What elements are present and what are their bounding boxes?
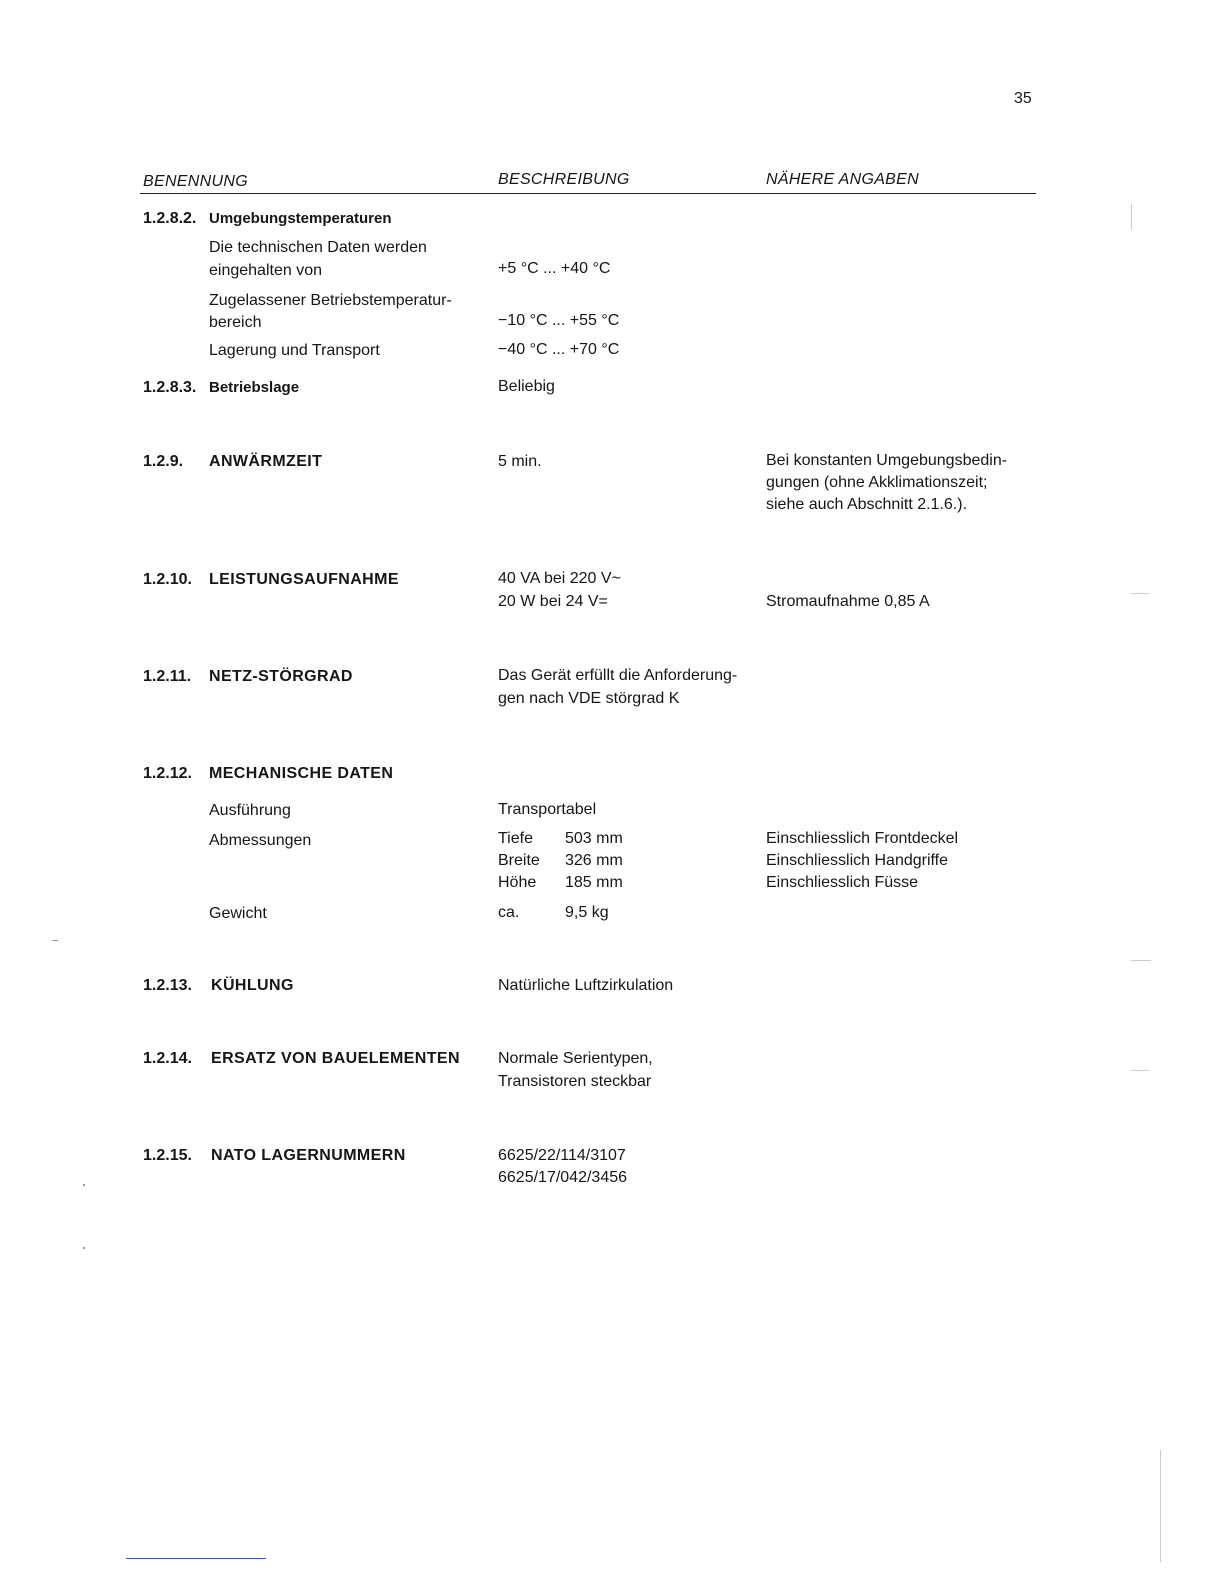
note-anwaermzeit-c: siehe auch Abschnitt 2.1.6.).	[766, 496, 968, 513]
value-netz-stoergrad-b: gen nach VDE störgrad K	[498, 690, 680, 707]
dim-label-breite: Breite	[498, 852, 540, 869]
dim-note-breite: Einschliesslich Handgriffe	[766, 852, 949, 869]
value-nato-a: 6625/22/114/3107	[498, 1147, 626, 1164]
scan-mark	[1131, 204, 1132, 230]
value-ausfuehrung: Transportabel	[498, 801, 597, 818]
section-title-nato-lagernummern: NATO LAGERNUMMERN	[211, 1147, 406, 1164]
section-number-1215: 1.2.15.	[143, 1147, 192, 1164]
dim-value-hoehe: 185 mm	[565, 874, 623, 891]
value-leistungsaufnahme-b: 20 W bei 24 V=	[498, 593, 608, 610]
note-stromaufnahme: Stromaufnahme 0,85 A	[766, 593, 930, 610]
row-value-betriebstemperatur: −10 °C ... +55 °C	[498, 312, 620, 329]
dim-value-tiefe: 503 mm	[565, 830, 623, 847]
scan-dot	[83, 1184, 85, 1186]
section-number-129: 1.2.9.	[143, 453, 184, 470]
section-title-leistungsaufnahme: LEISTUNGSAUFNAHME	[209, 571, 399, 588]
section-title-netz-stoergrad: NETZ-STÖRGRAD	[209, 668, 353, 685]
dim-note-hoehe: Einschliesslich Füsse	[766, 874, 919, 891]
scan-dot	[52, 940, 58, 941]
value-gewicht: 9,5 kg	[565, 904, 609, 921]
section-number-1210: 1.2.10.	[143, 571, 192, 588]
value-anwaermzeit: 5 min.	[498, 453, 542, 470]
section-title-betriebslage: Betriebslage	[209, 379, 300, 396]
scan-mark	[1131, 960, 1151, 961]
section-number-1212: 1.2.12.	[143, 765, 192, 782]
section-title-umgebungstemperaturen: Umgebungstemperaturen	[209, 210, 392, 227]
gewicht-prefix: ca.	[498, 904, 520, 921]
value-nato-b: 6625/17/042/3456	[498, 1169, 628, 1186]
row-value-lagerung: −40 °C ... +70 °C	[498, 341, 620, 358]
section-number-1283: 1.2.8.3.	[143, 379, 197, 396]
value-betriebslage: Beliebig	[498, 378, 555, 395]
header-rule	[140, 193, 1036, 194]
label-ausfuehrung: Ausführung	[209, 802, 291, 819]
value-ersatz-b: Transistoren steckbar	[498, 1073, 652, 1090]
value-netz-stoergrad-a: Das Gerät erfüllt die Anforderung-	[498, 667, 738, 684]
scan-edge-line	[1160, 1450, 1161, 1562]
dim-label-tiefe: Tiefe	[498, 830, 533, 847]
scan-mark	[1131, 1070, 1149, 1071]
page-number: 35	[1014, 90, 1032, 107]
row-label-technische-daten-b: eingehalten von	[209, 262, 322, 279]
value-leistungsaufnahme-a: 40 VA bei 220 V~	[498, 570, 621, 587]
label-abmessungen: Abmessungen	[209, 832, 312, 849]
footer-line	[126, 1558, 266, 1559]
section-number-1282: 1.2.8.2.	[143, 210, 197, 227]
scan-dot	[83, 1247, 85, 1249]
row-value-technische-daten: +5 °C ... +40 °C	[498, 260, 611, 277]
note-anwaermzeit-b: gungen (ohne Akklimationszeit;	[766, 474, 988, 491]
scan-mark	[1131, 593, 1149, 594]
dim-note-tiefe: Einschliesslich Frontdeckel	[766, 830, 959, 847]
section-number-1214: 1.2.14.	[143, 1050, 192, 1067]
section-title-kuehlung: KÜHLUNG	[211, 977, 294, 994]
row-label-betriebstemperatur-b: bereich	[209, 314, 262, 331]
row-label-technische-daten-a: Die technischen Daten werden	[209, 239, 427, 256]
section-title-ersatz-bauelementen: ERSATZ VON BAUELEMENTEN	[211, 1050, 460, 1067]
section-title-anwaermzeit: ANWÄRMZEIT	[209, 453, 323, 470]
section-title-mechanische-daten: MECHANISCHE DATEN	[209, 765, 394, 782]
column-header-benennung: BENENNUNG	[143, 173, 248, 190]
value-kuehlung: Natürliche Luftzirkulation	[498, 977, 674, 994]
column-header-beschreibung: BESCHREIBUNG	[498, 171, 630, 188]
value-ersatz-a: Normale Serientypen,	[498, 1050, 653, 1067]
row-label-betriebstemperatur-a: Zugelassener Betriebstemperatur-	[209, 292, 452, 309]
column-header-naehere-angaben: NÄHERE ANGABEN	[766, 171, 919, 188]
row-label-lagerung: Lagerung und Transport	[209, 342, 380, 359]
dim-label-hoehe: Höhe	[498, 874, 537, 891]
label-gewicht: Gewicht	[209, 905, 267, 922]
section-number-1211: 1.2.11.	[143, 668, 192, 685]
dim-value-breite: 326 mm	[565, 852, 623, 869]
section-number-1213: 1.2.13.	[143, 977, 192, 994]
note-anwaermzeit-a: Bei konstanten Umgebungsbedin-	[766, 452, 1008, 469]
